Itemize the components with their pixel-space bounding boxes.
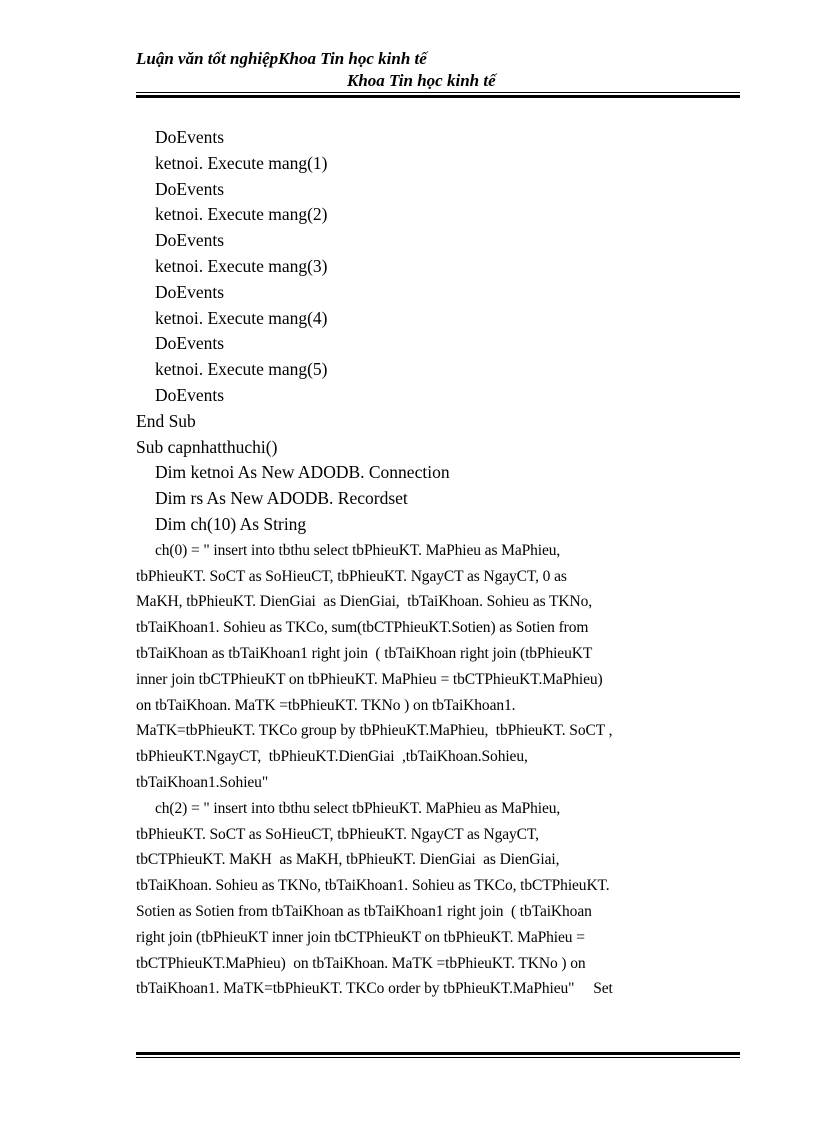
header-rule-thin bbox=[136, 92, 740, 93]
code-line: DoEvents bbox=[155, 230, 225, 251]
code-line: Dim ch(10) As String bbox=[155, 513, 307, 534]
code-line: tbPhieuKT.NgayCT, tbPhieuKT.DienGiai ,tbTaiKhoan.Sohieu, bbox=[136, 748, 528, 766]
code-line: DoEvents bbox=[155, 178, 225, 199]
code-line: ketnoi. Execute mang(3) bbox=[155, 255, 328, 276]
code-line: tbCTPhieuKT.MaPhieu) on tbTaiKhoan. MaTK =tbPhieuKT. TKNo ) on bbox=[136, 954, 586, 972]
code-line: on tbTaiKhoan. MaTK =tbPhieuKT. TKNo ) on tbTaiKhoan1. bbox=[136, 696, 516, 714]
header-title: Luận văn tốt nghiệpKhoa Tin học kinh tế bbox=[136, 49, 427, 68]
code-line: tbTaiKhoan. Sohieu as TKNo, tbTaiKhoan1. Sohieu as TKCo, tbCTPhieuKT. bbox=[136, 877, 610, 895]
code-line: tbTaiKhoan as tbTaiKhoan1 right join ( tbTaiKhoan right join (tbPhieuKT bbox=[136, 644, 593, 662]
code-line: right join (tbPhieuKT inner join tbCTPhieuKT on tbPhieuKT. MaPhieu = bbox=[136, 928, 585, 946]
code-line: Sotien as Sotien from tbTaiKhoan as tbTaiKhoan1 right join ( tbTaiKhoan bbox=[136, 902, 592, 920]
footer-rule-thick bbox=[136, 1052, 740, 1055]
code-line: tbCTPhieuKT. MaKH as MaKH, tbPhieuKT. DienGiai as DienGiai, bbox=[136, 851, 560, 869]
code-line: ketnoi. Execute mang(1) bbox=[155, 152, 328, 173]
code-line: tbTaiKhoan1.Sohieu" bbox=[136, 773, 269, 791]
code-line: ketnoi. Execute mang(4) bbox=[155, 307, 328, 328]
code-line: ch(0) = " insert into tbthu select tbPhieuKT. MaPhieu as MaPhieu, bbox=[155, 541, 561, 559]
code-line: MaKH, tbPhieuKT. DienGiai as DienGiai, tbTaiKhoan. Sohieu as TKNo, bbox=[136, 593, 593, 611]
code-line: End Sub bbox=[136, 410, 196, 431]
code-line: tbPhieuKT. SoCT as SoHieuCT, tbPhieuKT. NgayCT as NgayCT, bbox=[136, 825, 539, 843]
code-line: tbTaiKhoan1. Sohieu as TKCo, sum(tbCTPhieuKT.Sotien) as Sotien from bbox=[136, 619, 589, 637]
header-rule-thick bbox=[136, 95, 740, 98]
code-line: MaTK=tbPhieuKT. TKCo group by tbPhieuKT.MaPhieu, tbPhieuKT. SoCT , bbox=[136, 722, 613, 740]
code-line: DoEvents bbox=[155, 333, 225, 354]
code-line: Dim ketnoi As New ADODB. Connection bbox=[155, 462, 450, 483]
code-line: DoEvents bbox=[155, 281, 225, 302]
code-line: ch(2) = " insert into tbthu select tbPhieuKT. MaPhieu as MaPhieu, bbox=[155, 799, 561, 817]
code-body bbox=[136, 125, 740, 1002]
code-line: Sub capnhatthuchi() bbox=[136, 436, 278, 457]
code-line: ketnoi. Execute mang(5) bbox=[155, 359, 328, 380]
code-line: inner join tbCTPhieuKT on tbPhieuKT. MaPhieu = tbCTPhieuKT.MaPhieu) bbox=[136, 670, 603, 688]
header-subtitle: Khoa Tin học kinh tế bbox=[347, 71, 496, 90]
code-line: DoEvents bbox=[155, 384, 225, 405]
code-line: DoEvents bbox=[155, 127, 225, 147]
code-line: ketnoi. Execute mang(2) bbox=[155, 204, 328, 225]
code-line: tbPhieuKT. SoCT as SoHieuCT, tbPhieuKT. NgayCT as NgayCT, 0 as bbox=[136, 567, 567, 585]
footer-rule-thin bbox=[136, 1057, 740, 1058]
code-line: Dim rs As New ADODB. Recordset bbox=[155, 488, 408, 509]
code-line: tbTaiKhoan1. MaTK=tbPhieuKT. TKCo order by tbPhieuKT.MaPhieu" Set bbox=[136, 980, 613, 998]
